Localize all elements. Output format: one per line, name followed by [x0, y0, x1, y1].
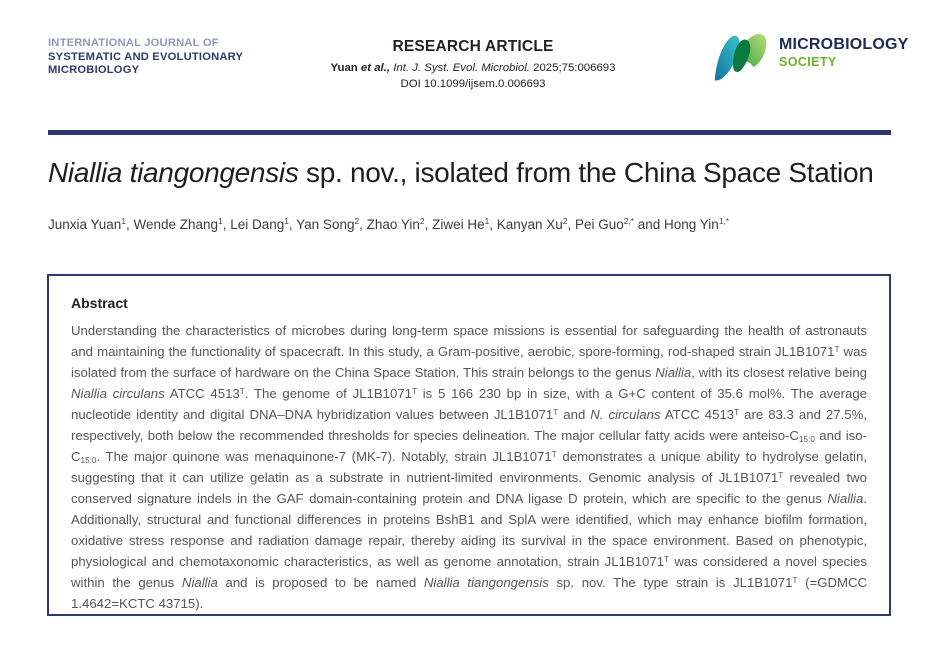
- logo-name: MICROBIOLOGY: [779, 36, 909, 53]
- logo-text-block: [779, 37, 909, 69]
- abstract-box: [47, 274, 891, 616]
- masthead-center-block: [248, 38, 698, 90]
- article-type-label: RESEARCH ARTICLE: [392, 38, 554, 55]
- microbiology-society-m-icon: [712, 29, 772, 83]
- header-divider-rule: [48, 130, 891, 135]
- journal-name-block: [48, 37, 243, 78]
- journal-name-line3: MICROBIOLOGY: [48, 64, 140, 76]
- journal-name-line1: INTERNATIONAL JOURNAL OF: [48, 37, 219, 49]
- abstract-heading: Abstract: [71, 295, 128, 311]
- abstract-text: Understanding the characteristics of microbes during long-term space missions is essential for safeguarding the health of astronauts and maintaining the functionality of spacecraft. In this study, a Gram-positive, aerobic, spore-forming, rod-shaped strain $JL1B1071^T$ was isolated from the surface of hardware on the China Space Station. This strain belongs to the genus Niallia, with its closest relative being Niallia circulans ATCC $4513^T$. The genome of $JL1B1071^T$ is 5 166 230 bp in size, with a G+C content of 35.6 mol%. The average nucleotide identity and digital DNA–DNA hybridization values between $JL1B1071^T$ and N. circulans ATCC $4513^T$ are 83.3 and 27.5%, respectively, both below the recommended thresholds for species delineation. The major cellular fatty acids were anteiso-$C_{15:0}$ and iso-$C_{15:0}$. The major quinone was menaquinone-7 (MK-7). Notably, strain $JL1B1071^T$ demonstrates a unique ability to hydrolyse gelatin, suggesting that it can utilize gelatin as a substrate in nutrient-limited environments. Genomic analysis of $JL1B1071^T$ revealed two conserved signature indels in the GAF domain-containing protein and DNA ligase D protein, which are specific to the genus Niallia. Additionally, structural and functional differences in proteins BshB1 and SplA were identified, which may enhance biofilm formation, oxidative stress response and radiation damage repair, thereby aiding its survival in the space environment. Based on phenotypic, physiological and chemotaxonomic characteristics, as well as genome annotation, strain $JL1B1071^T$ was considered a novel species within the genus Niallia and is proposed to be named Niallia tiangongensis sp. nov. The type strain is $JL1B1071^T$ (=GDMCC 1.4642=KCTC 43715).: [71, 323, 868, 611]
- article-title: Niallia tiangongensis sp. nov., isolated from the China Space Station: [48, 157, 874, 188]
- logo-subtitle: SOCIETY: [779, 55, 837, 69]
- journal-name-line2: SYSTEMATIC AND EVOLUTIONARY: [48, 50, 244, 63]
- citation-line: Yuan et al., Int. J. Syst. Evol. Microbiol. 2025;75:006693: [330, 62, 616, 74]
- author-list: Junxia Yuan$^1$, Wende Zhang$^1$, Lei Dang$^1$, Yan Song$^2$, Zhao Yin$^2$, Ziwei He$^1$, Kanyan Xu$^2$, Pei Guo$^{2,*}$ and Hong Yin$^{1,*}$: [48, 216, 730, 232]
- microbiology-society-logo: [712, 29, 909, 83]
- doi-line: DOI 10.1099/ijsem.0.006693: [400, 78, 546, 90]
